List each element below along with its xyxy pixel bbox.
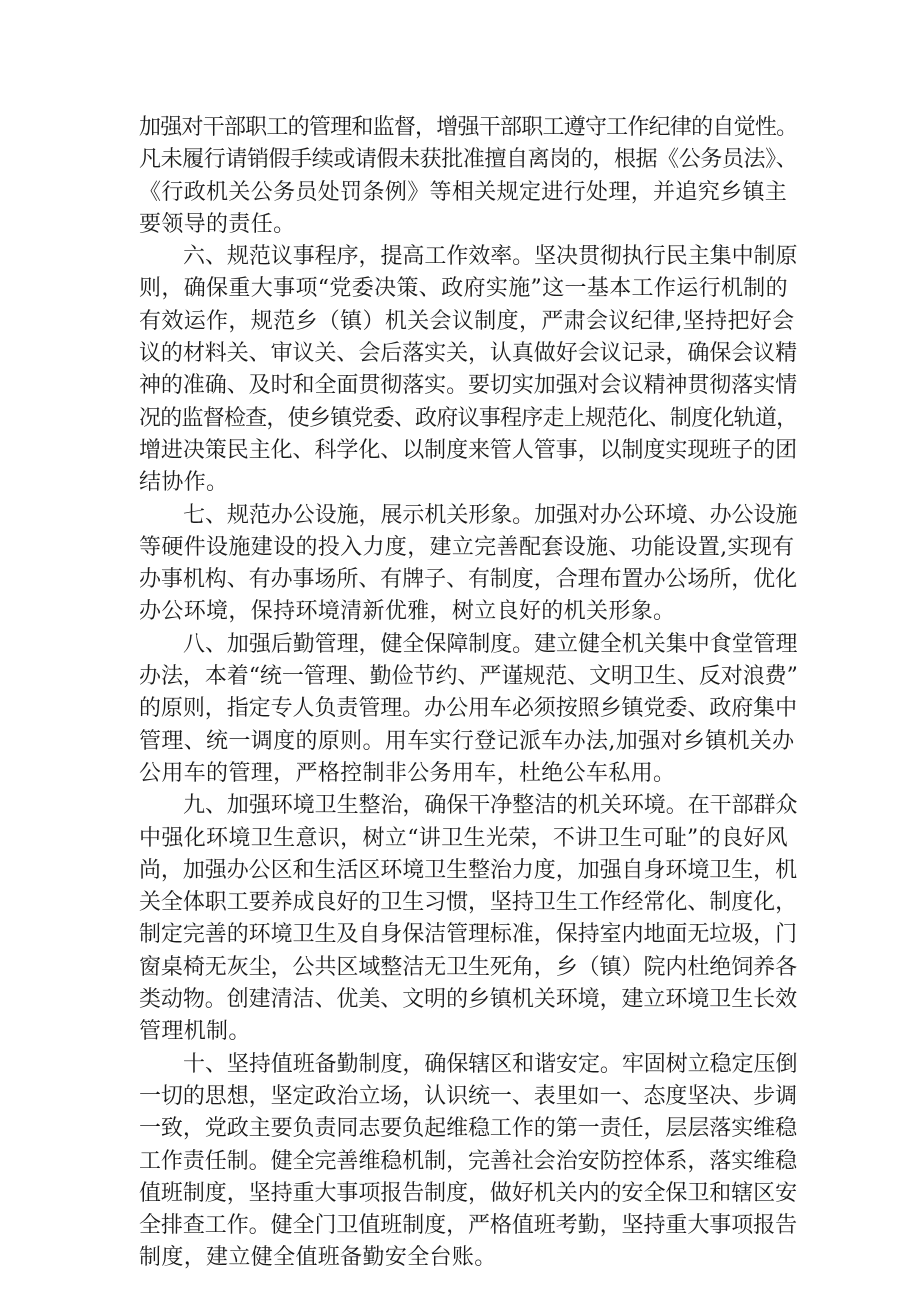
text-line: 全排查工作。健全门卫值班制度，严格值班考勤，坚持重大事项报告 bbox=[139, 1213, 798, 1239]
text-line: 中强化环境卫生意识，树立“讲卫生光荣，不讲卫生可耻”的良好风 bbox=[139, 825, 788, 851]
text-line: 值班制度，坚持重大事项报告制度，做好机关内的安全保卫和辖区安 bbox=[139, 1180, 798, 1206]
text-line: 凡未履行请销假手续或请假未获批准擅自离岗的，根据《公务员法》、 bbox=[139, 147, 798, 173]
text-line: 工作责任制。健全完善维稳机制，完善社会治安防控体系，落实维稳 bbox=[139, 1148, 798, 1174]
text-line: 公用车的管理，严格控制非公务用车，杜绝公车私用。 bbox=[139, 760, 676, 786]
text-line: 要领导的责任。 bbox=[139, 211, 296, 237]
text-line: 则，确保重大事项“党委决策、政府实施”这一基本工作运行机制的 bbox=[139, 276, 788, 302]
text-line: 类动物。创建清洁、优美、文明的乡镇机关环境，建立环境卫生长效 bbox=[139, 987, 798, 1013]
paragraph-eight bbox=[139, 629, 799, 790]
text-line: 办事机构、有办事场所、有牌子、有制度，合理布置办公场所，优化 bbox=[139, 567, 798, 593]
text-line: 《行政机关公务员处罚条例》等相关规定进行处理，并追究乡镇主 bbox=[139, 179, 788, 205]
text-line: 窗桌椅无灰尘，公共区域整洁无卫生死角，乡（镇）院内杜绝饲养各 bbox=[139, 954, 798, 980]
text-line: 神的准确、及时和全面贯彻落实。要切实加强对会议精神贯彻落实情 bbox=[139, 373, 798, 399]
text-line: 一切的思想，坚定政治立场，认识统一、表里如一、态度坚决、步调 bbox=[139, 1083, 798, 1109]
text-line: 管理机制。 bbox=[139, 1019, 251, 1045]
text-line: 加强对干部职工的管理和监督，增强干部职工遵守工作纪律的自觉性。 bbox=[139, 115, 798, 140]
text-line: 八、加强后勤管理，健全保障制度。建立健全机关集中食堂管理 bbox=[183, 631, 798, 657]
text-line: 九、加强环境卫生整治，确保干净整洁的机关环境。在干部群众 bbox=[183, 793, 798, 819]
text-line: 增进决策民主化、科学化、以制度来管人管事，以制度实现班子的团 bbox=[139, 437, 798, 463]
text-line: 等硬件设施建设的投入力度，建立完善配套设施、功能设置,实现有 bbox=[139, 534, 795, 560]
text-line: 尚，加强办公区和生活区环境卫生整治力度，加强自身环境卫生，机 bbox=[139, 857, 798, 883]
text-line: 十、坚持值班备勤制度，确保辖区和谐安定。牢固树立稳定压倒 bbox=[183, 1051, 798, 1077]
text-line: 结协作。 bbox=[139, 470, 229, 496]
text-line: 有效运作，规范乡（镇）机关会议制度，严肃会议纪律,坚持把好会 bbox=[139, 308, 795, 334]
paragraph-continued bbox=[139, 112, 799, 241]
paragraph-ten bbox=[139, 1049, 799, 1275]
text-line: 办公环境，保持环境清新优雅，树立良好的机关形象。 bbox=[139, 599, 676, 625]
text-line: 七、规范办公设施，展示机关形象。加强对办公环境、办公设施 bbox=[183, 502, 798, 528]
document-body bbox=[139, 112, 799, 1275]
text-line: 办法，本着“统一管理、勤俭节约、严谨规范、文明卫生、反对浪费” bbox=[139, 664, 798, 690]
text-line: 一致，党政主要负责同志要负起维稳工作的第一责任，层层落实维稳 bbox=[139, 1116, 798, 1142]
text-line: 管理、统一调度的原则。用车实行登记派车办法,加强对乡镇机关办 bbox=[139, 728, 795, 754]
text-line: 况的监督检查，使乡镇党委、政府议事程序走上规范化、制度化轨道， bbox=[139, 405, 798, 431]
text-line: 的原则，指定专人负责管理。办公用车必须按照乡镇党委、政府集中 bbox=[139, 696, 798, 722]
paragraph-nine bbox=[139, 790, 799, 1048]
text-line: 六、规范议事程序，提高工作效率。坚决贯彻执行民主集中制原 bbox=[183, 244, 798, 270]
text-line: 关全体职工要养成良好的卫生习惯，坚持卫生工作经常化、制度化， bbox=[139, 890, 798, 916]
text-line: 制度，建立健全值班备勤安全台账。 bbox=[139, 1245, 497, 1271]
paragraph-six bbox=[139, 241, 799, 499]
text-line: 制定完善的环境卫生及自身保洁管理标准，保持室内地面无垃圾，门 bbox=[139, 922, 798, 948]
paragraph-seven bbox=[139, 500, 799, 629]
text-line: 议的材料关、审议关、会后落实关，认真做好会议记录，确保会议精 bbox=[139, 341, 798, 367]
